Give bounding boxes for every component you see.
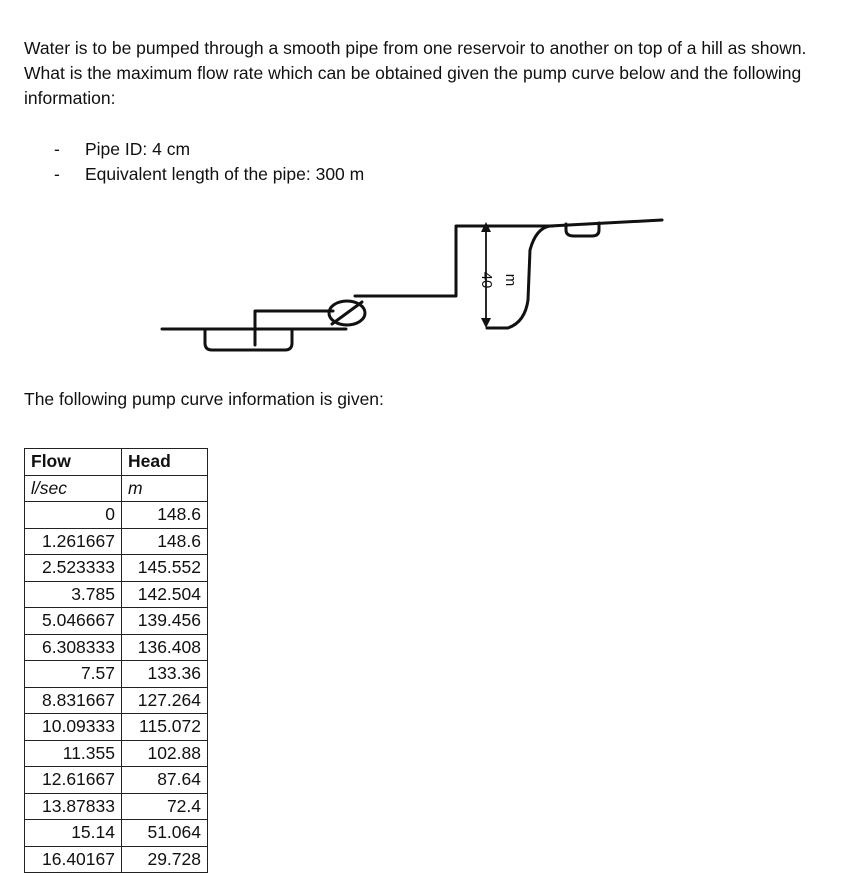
given-info-list [54,137,364,187]
head-cell: 72.4 [122,793,208,820]
table-row [25,581,208,608]
table-row [25,740,208,767]
pump-impeller-line [332,302,362,324]
table-units-row [25,475,208,502]
head-header: Head [122,449,208,476]
flow-cell: 3.785 [25,581,122,608]
pipe-length-text: Equivalent length of the pipe: 300 m [85,164,365,184]
flow-cell: 11.355 [25,740,122,767]
table-row [25,820,208,847]
head-cell: 136.408 [122,634,208,661]
flow-cell: 16.40167 [25,846,122,873]
pipe-id-text: Pipe ID: 4 cm [85,139,191,159]
flow-cell: 8.831667 [25,687,122,714]
head-cell: 148.6 [122,528,208,555]
flow-cell: 15.14 [25,820,122,847]
bullet-dash: - [54,139,60,159]
table-row [25,767,208,794]
head-cell: 102.88 [122,740,208,767]
table-row [25,555,208,582]
flow-unit: l/sec [25,475,122,502]
table-row [25,714,208,741]
height-unit-label: m [502,273,520,287]
pumping-system-diagram [150,210,670,360]
head-cell: 51.064 [122,820,208,847]
head-cell: 145.552 [122,555,208,582]
flow-cell: 6.308333 [25,634,122,661]
head-cell: 133.36 [122,661,208,688]
head-cell: 87.64 [122,767,208,794]
head-cell: 29.728 [122,846,208,873]
head-cell: 115.072 [122,714,208,741]
table-row [25,502,208,529]
head-unit: m [122,475,208,502]
table-row [25,793,208,820]
table-row [25,661,208,688]
head-cell: 127.264 [122,687,208,714]
list-item [54,162,364,187]
flow-cell: 1.261667 [25,528,122,555]
flow-header: Flow [25,449,122,476]
head-cell: 142.504 [122,581,208,608]
height-value-label: 40 [478,271,496,289]
pump-curve-intro: The following pump curve information is given: [24,389,384,409]
list-item [54,137,364,162]
lower-reservoir [205,329,292,350]
table-row [25,528,208,555]
bullet-dash: - [54,164,60,184]
table-header-row [25,449,208,476]
flow-cell: 10.09333 [25,714,122,741]
pump-curve-table [24,448,208,873]
table-row [25,608,208,635]
flow-cell: 7.57 [25,661,122,688]
discharge-pipe [355,226,553,296]
flow-cell: 5.046667 [25,608,122,635]
flow-cell: 0 [25,502,122,529]
table-row [25,687,208,714]
flow-cell: 12.61667 [25,767,122,794]
flow-cell: 2.523333 [25,555,122,582]
flow-cell: 13.87833 [25,793,122,820]
table-row [25,634,208,661]
table-row [25,846,208,873]
problem-statement: Water is to be pumped through a smooth pipe from one reservoir to another on top of a hill as shown. What is the maximum flow rate which can be obtained given the pump curve below and the following information: [24,38,807,108]
head-cell: 139.456 [122,608,208,635]
head-cell: 148.6 [122,502,208,529]
